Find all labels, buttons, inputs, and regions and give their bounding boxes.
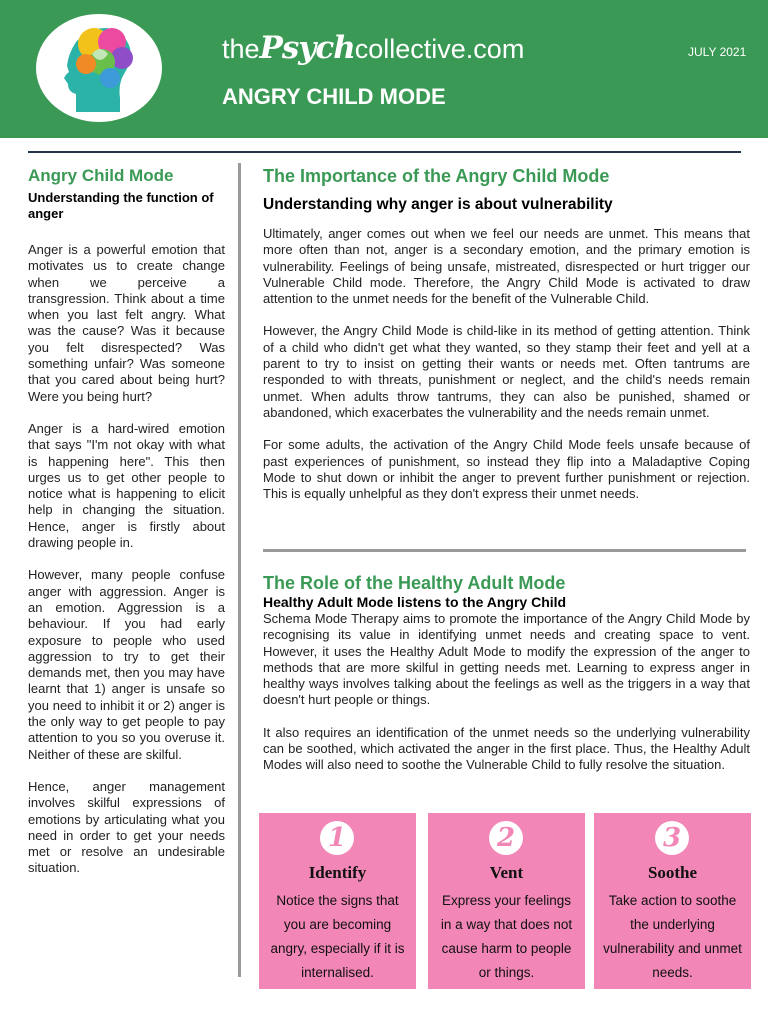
- steps-row: [259, 813, 751, 989]
- step-title: Identify: [308, 863, 367, 882]
- step-title: Vent: [489, 863, 524, 882]
- step-number-badge: 3: [655, 821, 689, 855]
- site-brand[interactable]: [222, 30, 524, 66]
- column-divider: [238, 163, 241, 977]
- left-column: [28, 166, 225, 893]
- brand-script: Psych: [259, 30, 355, 66]
- healthy-adult-paragraph: It also requires an identification of the unmet needs so the underlying vulnerability can be soothed, which activated the anger in the first place. Thus, the Healthy Adult Modes will also need to soothe the Vulnerable Child to fully resolve the situation.: [263, 724, 750, 773]
- step-text: Notice the signs that you are becoming angry, especially if it is internalised.: [270, 893, 405, 980]
- logo: [36, 14, 162, 122]
- importance-paragraph: For some adults, the activation of the Angry Child Mode feels unsafe because of past experiences of punishment, so instead they flip into a Maladaptive Coping Mode to shut down or inhibit the anger to prevent further punishment or rejection. This is equally unhelpful as they don't express their unmet needs.: [263, 437, 750, 502]
- page-title: ANGRY CHILD MODE: [222, 84, 446, 109]
- step-title: Soothe: [647, 863, 698, 882]
- left-paragraph: Hence, anger management involves skilful expressions of emotions by articulating what you need in order to get your needs met or resolve an undesirable situation.: [28, 778, 225, 876]
- step-number-badge: 1: [320, 821, 354, 855]
- step-text: Express your feelings in a way that does not cause harm to people or things.: [440, 893, 573, 980]
- importance-paragraph: However, the Angry Child Mode is child-like in its method of getting attention. Think of a child who didn't get what they wanted, so they stamp their feet and yell at a parent to try to insist on getting their wants or needs met. Often tantrums are responded to with threats, punishment or neglect, and the child's needs remain unmet. When adults throw tantrums, they can also be punished, shamed or abandoned, which exacerbates the vulnerability and the needs remain unmet.: [263, 323, 750, 420]
- brand-prefix: the: [222, 34, 260, 64]
- importance-section: [263, 166, 750, 518]
- step-card-soothe: [594, 813, 751, 989]
- top-divider: [28, 151, 741, 153]
- healthy-adult-paragraph: Schema Mode Therapy aims to promote the importance of the Angry Child Mode by recognising its value in identifying unmet needs and creating space to vent. However, it uses the Healthy Adult Mode to modify the expression of the anger to methods that are more skilful in getting needs met. Learning to express anger in healthy ways involves talking about the feelings as well as the triggers in a way that doesn't hurt people or things.: [263, 611, 750, 708]
- healthy-adult-subheading: Healthy Adult Mode listens to the Angry Child: [263, 594, 567, 610]
- healthy-adult-section: [263, 573, 750, 790]
- left-paragraph: Anger is a hard-wired emotion that says "I'm not okay with what is happening here". This then urges us to get other people to notice what is happening to elicit help in changing the situation. Hence, anger is firstly about drawing people in.: [28, 420, 225, 551]
- left-paragraph: Anger is a powerful emotion that motivates us to create change when we perceive a transgression. Think about a time when you last felt angry. What was the cause? Was it because you felt disrespected? Was something unfair? Was someone that you cared about being hurt? Were you being hurt?: [28, 242, 225, 404]
- importance-subheading: Understanding why anger is about vulnerability: [263, 196, 613, 213]
- section-divider: [263, 549, 746, 552]
- step-card-identify: [259, 813, 416, 989]
- importance-heading: The Importance of the Angry Child Mode: [263, 166, 610, 186]
- brand-suffix: collective.com: [354, 34, 525, 64]
- rainbow-head-silhouette-icon: [36, 14, 162, 122]
- left-paragraph: However, many people confuse anger with aggression. Anger is an emotion. Aggression is a behaviour. If you had early exposure to people who used aggression to try to get their demands met, then you may have learnt that 1) anger is unsafe so you need to inhibit it or 2) anger is the only way to get people to pay attention to you so you overuse it. Neither of these are skilful.: [28, 567, 225, 762]
- left-heading: Angry Child Mode: [28, 166, 174, 185]
- left-subheading: Understanding the function of anger: [28, 190, 214, 221]
- header-banner: [0, 0, 768, 138]
- healthy-adult-heading: The Role of the Healthy Adult Mode: [263, 573, 566, 593]
- step-text: Take action to soothe the underlying vulnerability and unmet needs.: [603, 893, 742, 980]
- step-number-badge: 2: [489, 821, 523, 855]
- step-card-vent: [428, 813, 585, 989]
- importance-paragraph: Ultimately, anger comes out when we feel our needs are unmet. This means that more often than not, anger is a secondary emotion, and the primary emotion is vulnerability. Feelings of being unsafe, mistreated, disrespected or hurt trigger our Vulnerable Child mode. Therefore, the Angry Child Mode is activated to draw attention to the unmet needs for the benefit of the Vulnerable Child.: [263, 226, 750, 307]
- issue-date: JULY 2021: [688, 45, 747, 59]
